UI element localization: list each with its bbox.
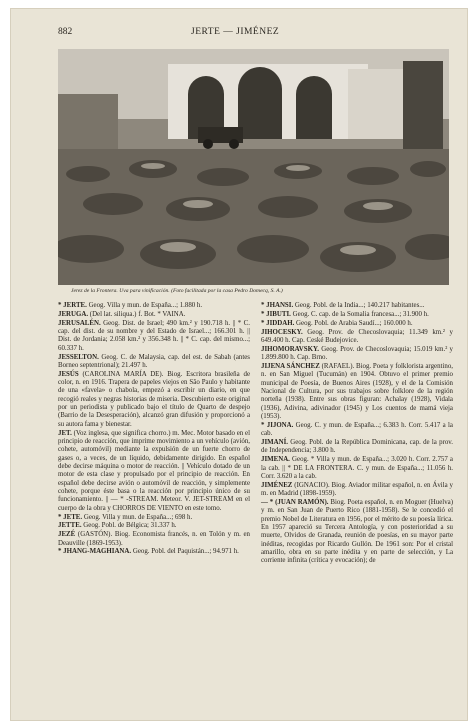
dictionary-entry: * JIDDAH. Geog. Pobl. de Arabia Saudí...; 160.000 h.: [261, 319, 413, 327]
entry-headword: * JERTE.: [58, 302, 87, 309]
dictionary-entry: * JIBUTI. Geog. C. cap. de la Somalia francesa...; 31.900 h.: [261, 310, 429, 318]
entry-headword: JESÚS: [58, 370, 79, 378]
entry-headword: * JHANSI.: [261, 302, 294, 309]
dictionary-entry: — * (JUAN RAMÓN). Biog. Poeta español, n. en Moguer (Huelva) y m. en San Juan de Puerto Rico (1881-1958). Se le concedió el premio Nobel de Literatura en 1956, por el mérito de su poesía lírica. En 1957 apareció su Tercera Antología, y con posterioridad a su muerte, Olvidos de Granada, reunión de poesías, en su mayor parte inéditas, recogidas por Ricardo Gullón. De 1961 son: Por el cristal amarillo, obra en su parte inédita y en parte de selección, y La corriente infinita (crítica y evocación); de: [261, 498, 453, 565]
entry-headword: JET.: [58, 429, 72, 437]
entry-headword: JIMANÍ.: [261, 439, 288, 446]
dictionary-entry: * JERTE. Geog. Villa y mun. de España...; 1.880 h.: [58, 302, 203, 309]
entry-headword: * JIJONA.: [261, 421, 294, 429]
dictionary-entry: JIMÉNEZ (IGNACIO). Biog. Aviador militar español, n. en Ávila y m. en Madrid (1898-1959).: [261, 481, 453, 498]
dictionary-entry: JESSELTON. Geog. C. de Malaysia, cap. del est. de Sabah (antes Borneo septentrional); 21.497 h.: [58, 353, 250, 369]
left-column: [58, 302, 250, 557]
dictionary-entry: * JETE. Geog. Villa y mun. de España...; 698 h.: [58, 513, 193, 521]
entry-headword: JIMÉNEZ: [261, 481, 293, 489]
running-header: [58, 27, 447, 41]
vineyard-photo-illustration: [58, 49, 449, 285]
entry-headword: JERUGA.: [58, 310, 89, 318]
entry-headword: JIHOMORAVSKY.: [261, 345, 320, 353]
vineyard-photo: [58, 49, 449, 285]
dictionary-entry: JET. (Voz inglesa, que significa chorro.) m. Mec. Motor basado en el principio de reacción, que imprime movimiento a un vehículo (avión, cohete, automóvil) mediante la expulsión de un fuerte chorro de gases o, a veces, de un líquido, debidamente dirigido. En español debe decirse máquina o motor de reacción. || Vehículo dotado de un motor de esta clase y propulsado por el principio de reacción. En español debe decirse avión o automóvil de reacción, y simplemente cohete, porque éste basa o la reacción por principio único de su funcionamiento. || — * -STREAM. Meteor. V. JET-STREAM en el cuerpo de la obra y CHORROS DE VIENTO en este tomo.: [58, 429, 250, 512]
entry-headword: JIHOCESKY.: [261, 328, 303, 336]
dictionary-entry: JEZÉ (GASTÓN). Biog. Economista francés, n. en Tolón y m. en Deauville (1869-1953).: [58, 531, 250, 547]
dictionary-entry: * JHANG-MAGHIANA. Geog. Pobl. del Paquistán...; 94.971 h.: [58, 548, 239, 556]
dictionary-entry: * JHANSI. Geog. Pobl. de la India...; 140.217 habitantes...: [261, 302, 425, 309]
right-column: [261, 302, 453, 566]
photo-caption: Jerez de la Frontera. Uva para vinificación. (Foto facilitada por la casa Pedro Domecq, S. A.): [71, 288, 283, 294]
dictionary-entry: JIMENA. Geog. * Villa y mun. de España...; 3.020 h. Corr. 2.757 a la cab. || * DE LA FRONTERA. C. y mun. de España...; 11.056 h. Corr. 3.620 a la cab.: [261, 456, 453, 480]
entry-headword: * JETE.: [58, 513, 83, 521]
entry-headword: JETTE.: [58, 522, 82, 530]
entry-headword: JIJENA SÁNCHEZ: [261, 362, 320, 370]
running-title: JERTE — JIMÉNEZ: [191, 27, 280, 37]
dictionary-entry: JERUSALÉN. Geog. Dist. de Israel; 490 km.² y 190.718 h. || * C. cap. del dist. de su nombre y del Estado de Israel...; 166.301 h. || Dist. de Jordania; 2.058 km.² y 356.348 h. || * C. cap. del mismo...; 60.337 h.: [58, 319, 250, 352]
entry-headword: * JIDDAH.: [261, 319, 295, 327]
dictionary-entry: JETTE. Geog. Pobl. de Bélgica; 31.337 h.: [58, 522, 177, 530]
entry-headword: — * (JUAN RAMÓN).: [261, 498, 329, 506]
entry-headword: JEZÉ: [58, 531, 76, 539]
entry-headword: JERUSALÉN.: [58, 319, 101, 327]
dictionary-entry: JIHOMORAVSKY. Geog. Prov. de Checoslovaquia; 15.019 km.² y 1.899.800 h. Cap. Brno.: [261, 345, 453, 362]
entry-headword: * JIBUTI.: [261, 310, 291, 318]
page-number: 882: [58, 27, 73, 37]
dictionary-entry: JIHOCESKY. Geog. Prov. de Checoslovaquia; 11.349 km.² y 649.400 h. Cap. Ceské Budejovice.: [261, 328, 453, 344]
entry-headword: JIMENA.: [261, 456, 290, 464]
dictionary-entry: JIMANÍ. Geog. Pobl. de la República Dominicana, cap. de la prov. de Independencia; 3.800 h.: [261, 439, 453, 455]
entry-headword: * JHANG-MAGHIANA.: [58, 548, 132, 556]
book-page: [10, 8, 468, 721]
dictionary-entry: * JIJONA. Geog. C. y mun. de España...; 6.383 h. Corr. 5.417 a la cab.: [261, 421, 453, 438]
entry-headword: JESSELTON.: [58, 353, 99, 361]
dictionary-entry: JESÚS (CAROLINA MARÍA DE). Biog. Escritora brasileña de color, n. en 1916. Trapera de papeles viejos en São Paulo y habitante de una «favela» o chabola, empezó a escribir un diario, en que recogió reales y negras historias de miseria. Descubierto este original por un periodista y publicado bajo el título de Quarto de despejo (Barrio de la Desesperación), alcanzó gran difusión y proporcionó a su autora fama y bienestar.: [58, 370, 250, 428]
dictionary-entry: JIJENA SÁNCHEZ (RAFAEL). Biog. Poeta y folklorista argentino, n. en San Miguel (Tucumán) en 1904. Obtuvo el primer premio municipal de Poesía, de Buenos Aires (1928), y el de la Comisión Nacional de Cultura, por sus trabajos sobre folklore de la región norteña (1938). Entre sus obras figuran: Achalay (1928), Vidala (1936), Adivina, adivinador (1945) y Los cuentos de mamá vieja (1953).: [261, 362, 453, 420]
dictionary-entry: JERUGA. (Del lat. siliqua.) f. Bot. * VAINA.: [58, 310, 186, 318]
